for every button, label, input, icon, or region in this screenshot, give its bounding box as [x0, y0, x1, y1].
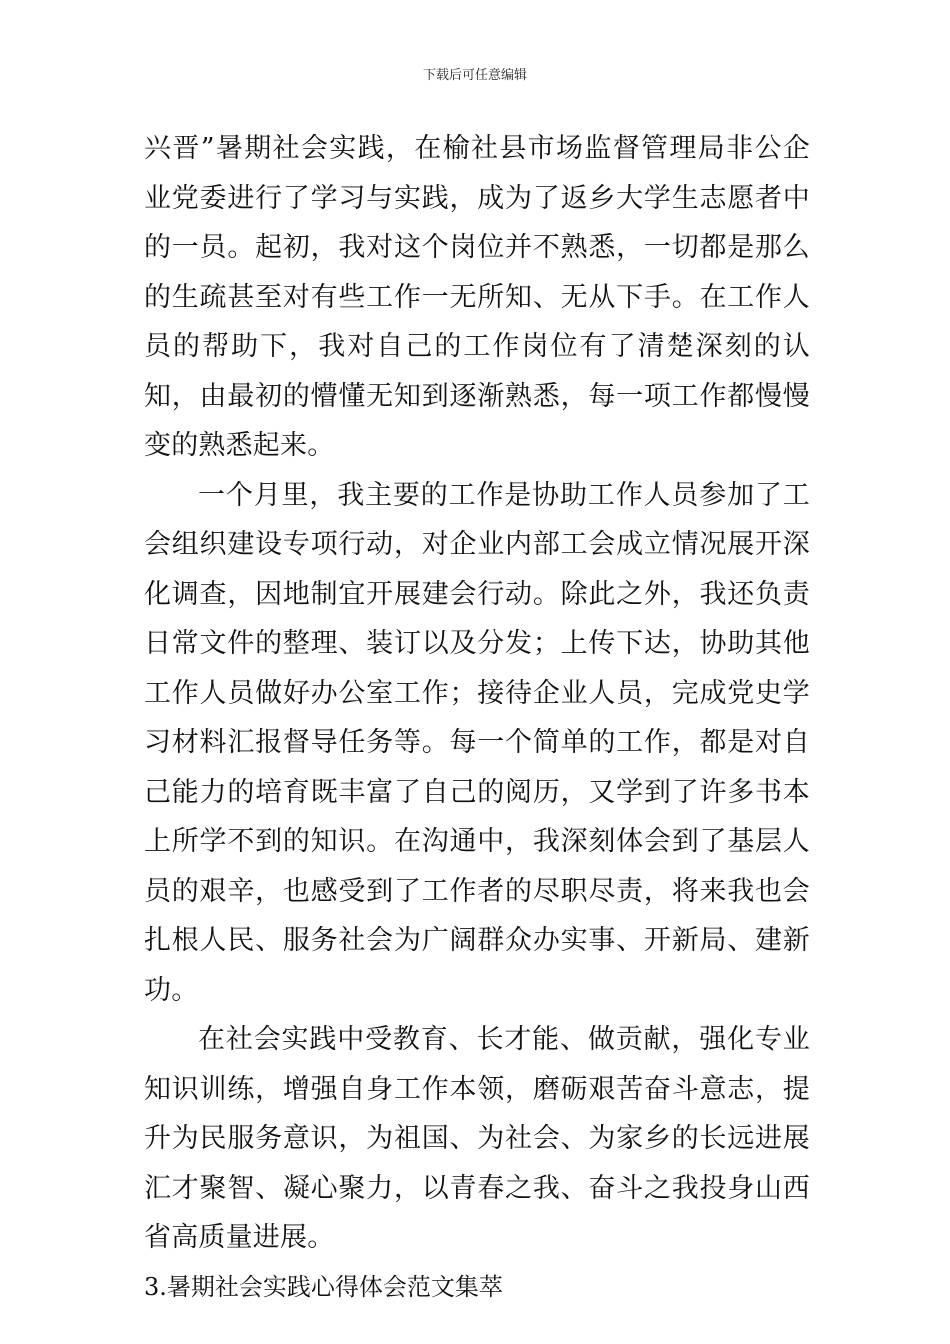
document-body [144, 124, 810, 1312]
paragraph-2: 一个月里，我主要的工作是协助工作人员参加了工会组织建设专项行动，对企业内部工会成立情况展开深化调查，因地制宜开展建会行动。除此之外，我还负责日常文件的整理、装订以及分发；上传下达，协助其他工作人员做好办公室工作；接待企业人员，完成党史学习材料汇报督导任务等。每一个简单的工作，都是对自己能力的培育既丰富了自己的阅历，又学到了许多书本上所学不到的知识。在沟通中，我深刻体会到了基层人员的艰辛，也感受到了工作者的尽职尽责，将来我也会扎根人民、服务社会为广阔群众办实事、开新局、建新功。 [144, 479, 810, 1006]
paragraph-1: 兴晋”暑期社会实践，在榆社县市场监督管理局非公企业党委进行了学习与实践，成为了返乡大学生志愿者中的一员。起初，我对这个岗位并不熟悉，一切都是那么的生疏甚至对有些工作一无所知、无从下手。在工作人员的帮助下，我对自己的工作岗位有了清楚深刻的认知，由最初的懵懂无知到逐渐熟悉，每一项工作都慢慢变的熟悉起来。 [144, 133, 810, 461]
page-header-note: 下载后可任意编辑 [422, 68, 527, 83]
section-heading: 3.暑期社会实践心得体会范文集萃 [144, 1272, 503, 1301]
paragraph-3: 在社会实践中受教育、长才能、做贡献，强化专业知识训练，增强自身工作本领，磨砺艰苦奋斗意志，提升为民服务意识，为祖国、为社会、为家乡的长远进展汇才聚智、凝心聚力，以青春之我、奋斗之我投身山西省高质量进展。 [144, 1024, 810, 1253]
